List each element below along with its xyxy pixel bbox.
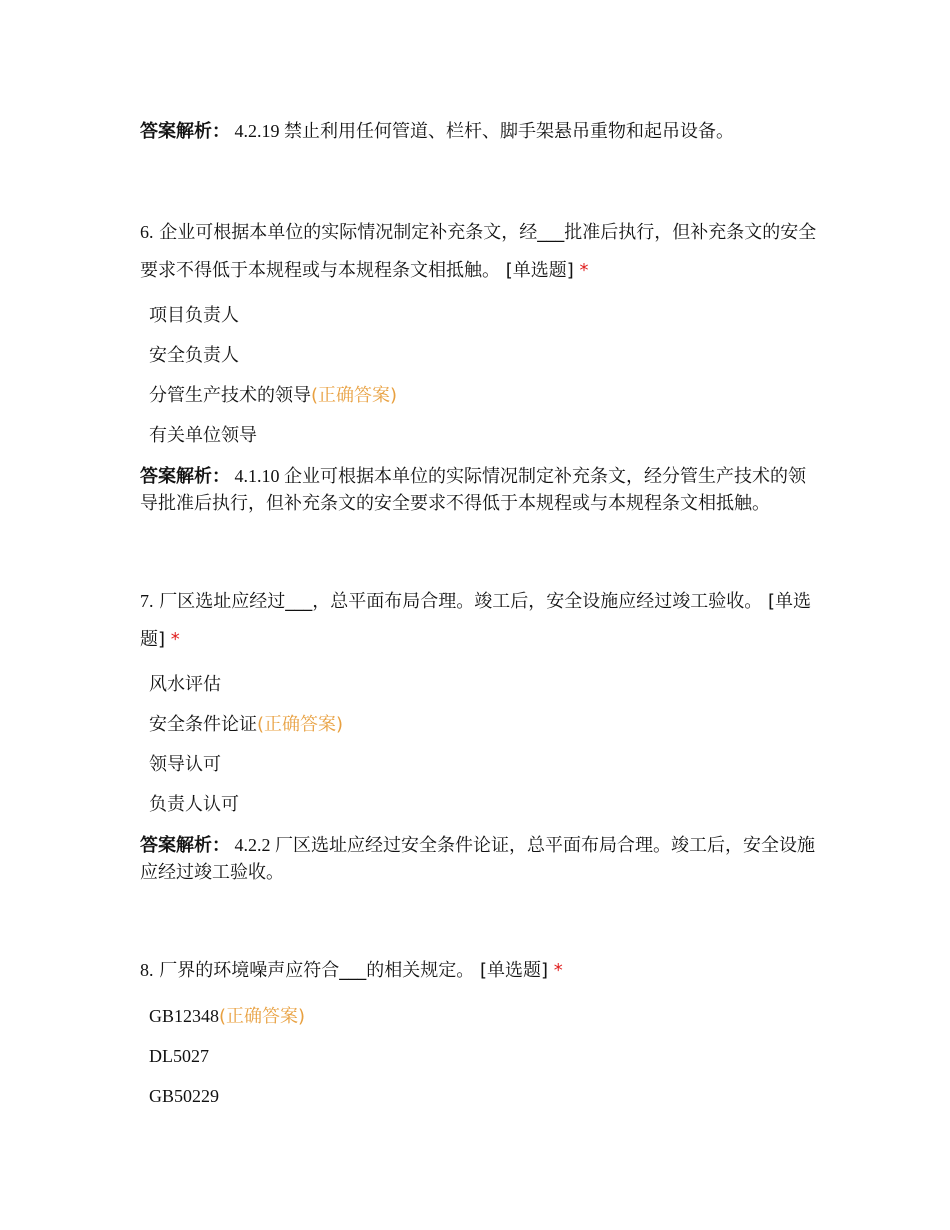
- question-number: 8.: [140, 960, 154, 980]
- option-item[interactable]: [149, 712, 343, 738]
- option-label: 领导认可: [149, 754, 221, 775]
- option-item[interactable]: [149, 752, 221, 778]
- option-label: 负责人认可: [149, 794, 239, 815]
- required-mark: *: [579, 260, 589, 281]
- option-label: 有关单位领导: [149, 425, 257, 446]
- analysis-label: 答案解析：: [140, 121, 230, 142]
- question-7: [140, 582, 820, 659]
- required-mark: *: [170, 629, 180, 650]
- analysis-q7: [140, 832, 820, 886]
- option-item[interactable]: [149, 1003, 305, 1030]
- option-label: GB50229: [149, 1086, 220, 1106]
- option-label: 风水评估: [149, 674, 221, 695]
- question-type: [单选题]: [505, 260, 574, 281]
- option-item[interactable]: [149, 672, 221, 698]
- analysis-q5: [140, 118, 820, 145]
- question-type: [单选题]: [140, 591, 811, 650]
- option-item[interactable]: [149, 343, 239, 369]
- correct-answer-mark: (正确答案): [257, 714, 344, 735]
- correct-answer-mark: (正确答案): [311, 385, 398, 406]
- option-label: GB12348: [149, 1006, 220, 1026]
- option-label: 项目负责人: [149, 305, 239, 326]
- option-label: 分管生产技术的领导: [149, 385, 311, 406]
- analysis-text: 厂区选址应经过安全条件论证，总平面布局合理。竣工后，安全设施应经过竣工验收。: [140, 835, 815, 883]
- option-item[interactable]: [149, 1083, 219, 1110]
- option-label: DL5027: [149, 1046, 209, 1066]
- correct-answer-mark: (正确答案): [219, 1006, 306, 1027]
- analysis-text: 企业可根据本单位的实际情况制定补充条文，经分管生产技术的领导批准后执行，但补充条文的安全要求不得低于本规程或与本规程条文相抵触。: [140, 466, 806, 514]
- question-6: [140, 213, 820, 290]
- option-item[interactable]: [149, 1043, 209, 1070]
- question-text: 厂界的环境噪声应符合___的相关规定。: [159, 960, 475, 981]
- option-label: 安全条件论证: [149, 714, 257, 735]
- analysis-code: 4.1.10: [234, 466, 280, 486]
- question-8: [140, 951, 820, 990]
- analysis-code: 4.2.2: [234, 835, 271, 855]
- option-item[interactable]: [149, 423, 257, 449]
- analysis-label: 答案解析：: [140, 835, 230, 856]
- question-text: 厂区选址应经过___，总平面布局合理。竣工后，安全设施应经过竣工验收。: [159, 591, 763, 612]
- option-label: 安全负责人: [149, 345, 239, 366]
- option-item[interactable]: [149, 383, 397, 409]
- analysis-q6: [140, 463, 820, 517]
- question-number: 6.: [140, 222, 154, 242]
- required-mark: *: [553, 960, 563, 981]
- question-number: 7.: [140, 591, 154, 611]
- analysis-label: 答案解析：: [140, 466, 230, 487]
- analysis-code: 4.2.19: [234, 121, 280, 141]
- option-item[interactable]: [149, 303, 239, 329]
- option-item[interactable]: [149, 792, 239, 818]
- analysis-text: 禁止利用任何管道、栏杆、脚手架悬吊重物和起吊设备。: [284, 121, 734, 142]
- question-type: [单选题]: [479, 960, 549, 981]
- question-text: 企业可根据本单位的实际情况制定补充条文，经___批准后执行，但补充条文的安全要求不得低于本规程或与本规程条文相抵触。: [140, 222, 817, 281]
